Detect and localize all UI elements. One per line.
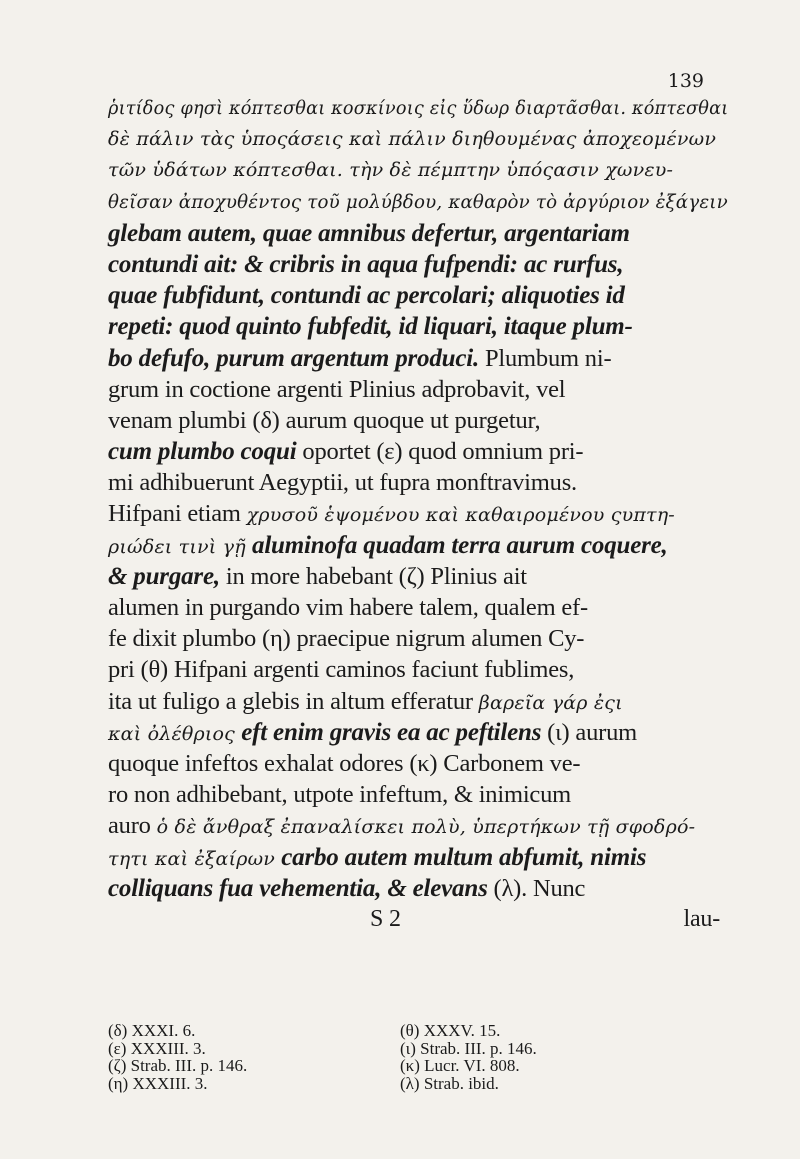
text-line: alumen in purgando vim habere talem, qualem ef- [108, 594, 588, 621]
text-segment: (λ). Nunc [487, 874, 586, 902]
text-line [108, 530, 728, 561]
text-segment: τητι καὶ ἐξαίρων [108, 847, 282, 870]
text-line: quoque infeftos exhalat odores (κ) Carbonem ve- [108, 749, 581, 777]
text-segment: & purgare, [108, 562, 220, 590]
text-line [108, 717, 728, 748]
text-line: quae fubfidunt, contundi ac percolari; aliquoties id [108, 282, 625, 310]
text-segment: βαρεῖα γάρ ἐςι [478, 691, 623, 714]
text-segment: carbo autem multum abfumit, nimis [281, 843, 647, 871]
text-segment: bo defufo, purum argentum produci. [108, 344, 480, 372]
text-segment: colliquans fua vehementia, & elevans [108, 874, 488, 902]
footnotes-right-column [400, 1022, 660, 1092]
text-line [108, 436, 728, 467]
text-segment: χρυσοῦ ἑψομένου καὶ καθαιρομένου ςυπτη- [246, 504, 675, 527]
text-line: contundi ait: & cribris in aqua fufpendi: ac rurfus, [108, 250, 624, 278]
text-line: τῶν ὑδάτων κόπτεσθαι. τὴν δὲ πέμπτην ὑπόςασιν χωνευ- [108, 159, 674, 182]
text-line [108, 686, 728, 717]
text-line [108, 561, 728, 592]
text-segment: oportet (ε) quod omnium pri- [296, 438, 584, 466]
text-line: mi adhibuerunt Aegyptii, ut fupra monftravimus. [108, 469, 577, 497]
text-line: pri (θ) Hifpani argenti caminos faciunt fublimes, [108, 656, 575, 684]
text-segment: ριώδει τινὶ γῇ [108, 535, 253, 558]
text-line: grum in coctione argenti Plinius adprobavit, vel [108, 375, 566, 403]
text-line: repeti: quod quinto fubfedit, id liquari, itaque plum- [108, 313, 633, 341]
text-line [108, 343, 728, 374]
text-segment: ita ut fuligo a glebis in altum efferatur [108, 687, 479, 715]
text-segment: Hifpani etiam [108, 500, 247, 528]
footnote: (ζ) Strab. III. p. 146. [108, 1056, 248, 1075]
text-line: ῥιτίδος φησὶ κόπτεσθαι κοσκίνοις εἰς ὕδωρ διαρτᾶσθαι. κόπτεσθαι [108, 97, 729, 119]
signature-mark: S 2 [370, 905, 401, 932]
text-segment: auro [108, 812, 157, 840]
text-line: ro non adhibebant, utpote infeftum, & inimicum [108, 781, 572, 809]
text-line: δὲ πάλιν τὰς ὑποςάσεις καὶ πάλιν διηθουμένας ἀποχεομένων [108, 128, 717, 151]
footnote: (δ) XXXI. 6. [108, 1021, 196, 1040]
text-segment: in more habebant (ζ) Plinius ait [219, 562, 527, 590]
text-line [108, 498, 728, 529]
footnote: (κ) Lucr. VI. 808. [400, 1056, 520, 1075]
text-segment: eft enim gravis ea ac peftilens [241, 718, 542, 746]
footnotes-left-column [108, 1022, 368, 1092]
text-segment: ὁ δὲ ἄνθραξ ἐπαναλίσκει πολὺ, ὑπερτήκων τῇ σφοδρό- [156, 816, 696, 839]
signature-line [108, 904, 728, 935]
text-line [108, 810, 728, 841]
catchword: lau- [683, 905, 720, 932]
text-line: fe dixit plumbo (η) praecipue nigrum alumen Cy- [108, 625, 585, 653]
text-segment: (ι) aurum [541, 718, 637, 746]
text-line: θεῖσαν ἀποχυθέντος τοῦ μολύβδου, καθαρὸν τὸ ἀργύριον ἐξάγειν [108, 190, 728, 213]
text-line: venam plumbi (δ) aurum quoque ut purgetur, [108, 406, 541, 434]
footnote: (θ) XXXV. 15. [400, 1021, 501, 1040]
text-line [108, 873, 728, 904]
body-text [108, 93, 728, 935]
text-segment: aluminofa quadam terra aurum coquere, [252, 531, 668, 559]
text-segment: cum plumbo coqui [108, 438, 297, 466]
text-line: glebam autem, quae amnibus defertur, argentariam [108, 219, 630, 247]
footnote: (η) XXXIII. 3. [108, 1073, 208, 1093]
footnote: (ι) Strab. III. p. 146. [400, 1038, 537, 1058]
footnote: (λ) Strab. ibid. [400, 1073, 499, 1093]
text-segment: Plumbum ni- [479, 344, 612, 372]
text-line [108, 842, 728, 873]
page-number: 139 [667, 70, 704, 92]
footnote: (ε) XXXIII. 3. [108, 1038, 206, 1058]
text-segment: καὶ ὀλέθριος [108, 722, 242, 745]
